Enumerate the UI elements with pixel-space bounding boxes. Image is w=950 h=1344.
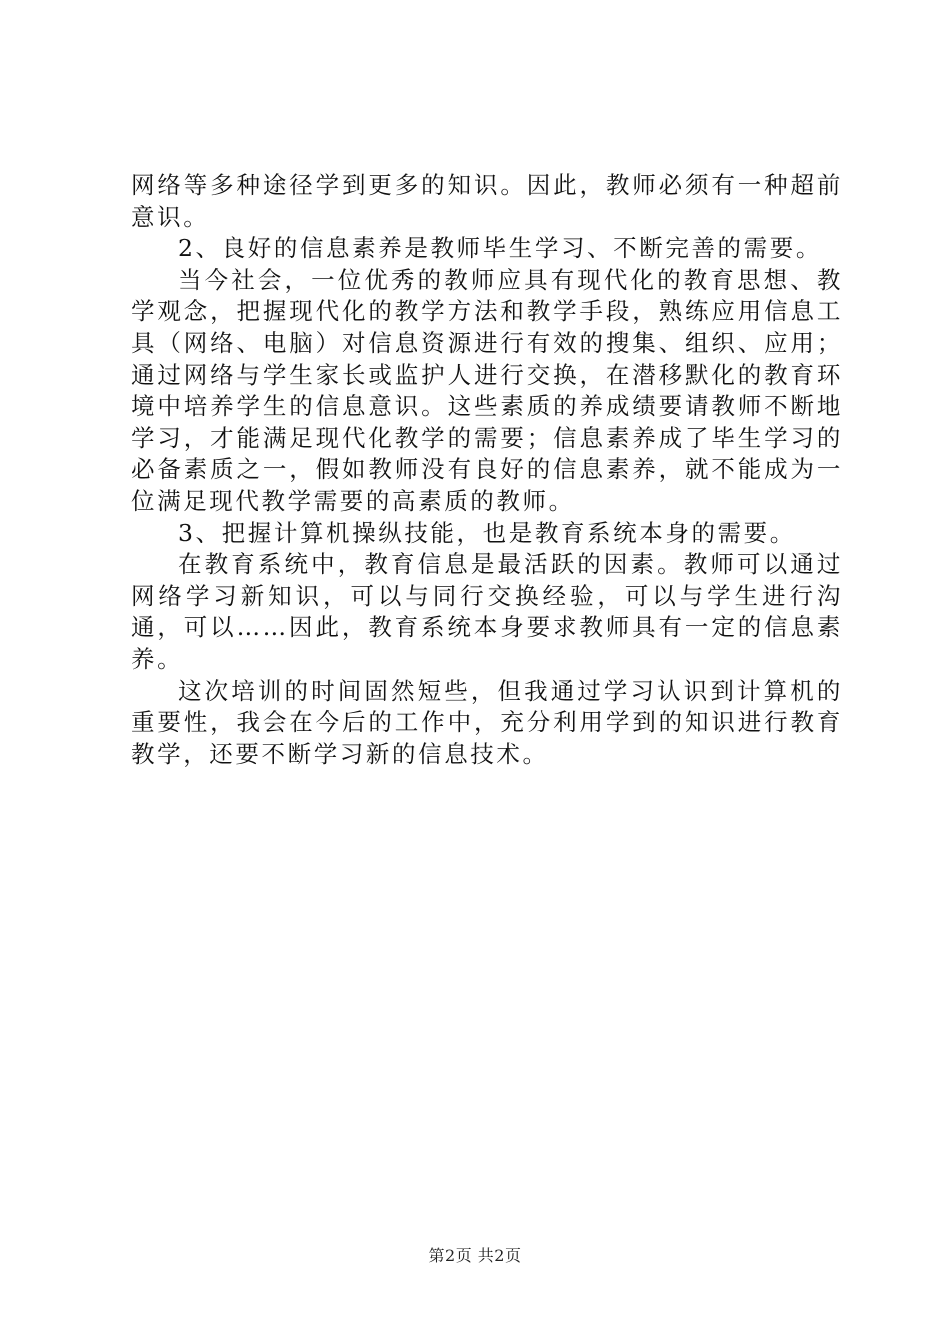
- page-number-footer: 第2页 共2页: [428, 1246, 522, 1265]
- heading-point-3: 3、把握计算机操纵技能，也是教育系统本身的需要。: [178, 518, 796, 547]
- heading-point-2: 2、良好的信息素养是教师毕生学习、不断完善的需要。: [178, 234, 822, 263]
- paragraph-conclusion: 这次培训的时间固然短些，但我通过学习认识到计算机的重要性，我会在今后的工作中，充分利用学到的知识进行教育教学，还要不断学习新的信息技术。: [131, 676, 843, 768]
- document-body: [131, 170, 843, 770]
- paragraph-point-3-body: 在教育系统中，教育信息是最活跃的因素。教师可以通过网络学习新知识，可以与同行交换经验，可以与学生进行沟通，可以……因此，教育系统本身要求教师具有一定的信息素养。: [131, 550, 843, 673]
- paragraph-point-2-body: 当今社会，一位优秀的教师应具有现代化的教育思想、教学观念，把握现代化的教学方法和教学手段，熟练应用信息工具（网络、电脑）对信息资源进行有效的搜集、组织、应用；通过网络与学生家长或监护人进行交换，在潜移默化的教育环境中培养学生的信息意识。这些素质的养成绩要请教师不断地学习，才能满足现代化教学的需要；信息素养成了毕生学习的必备素质之一，假如教师没有良好的信息素养，就不能成为一位满足现代教学需要的高素质的教师。: [131, 265, 843, 515]
- paragraph-continuation: 网络等多种途径学到更多的知识。因此，教师必须有一种超前意识。: [131, 171, 843, 231]
